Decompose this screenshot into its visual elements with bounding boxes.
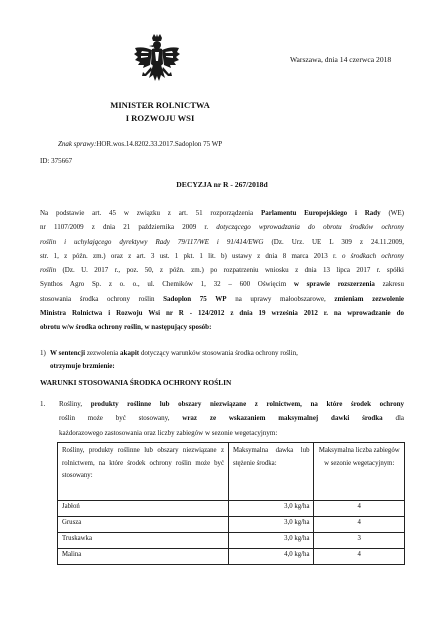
paragraph-line: Na podstawie art. 45 w związku z art. 51 rozporządzenia Parlamentu Europejskiego i Rady (WE) xyxy=(40,209,405,217)
paragraph-line: stosowania środka ochrony roślin Sadoplon 75 WP na uprawy małoobszarowe, zmieniam zezwolenie xyxy=(40,294,405,303)
paragraph-line: Ministra Rolnictwa i Rozwoju Wsi nr R - 124/2012 z dnia 19 września 2012 r. na wprowadzanie do xyxy=(40,309,404,318)
paragraph-line: roślin (Dz. U. 2017 r., poz. 50, z późn. zm.) po rozpatrzeniu wniosku z dnia 13 lipca 2017 r. spółki xyxy=(40,266,404,275)
issuer-line-1: MINISTER ROLNICTWA xyxy=(110,100,210,110)
issuer-line-2: I ROZWOJU WSI xyxy=(125,113,195,123)
case-reference xyxy=(58,140,222,148)
cell-dose: 3,0 kg/ha xyxy=(228,501,313,517)
decision-title: DECYZJA nr R - 267/2018d xyxy=(176,180,268,189)
usage-conditions-table xyxy=(57,442,405,565)
item-text: Rośliny, produkty roślinne lub obszary niezwiązane z rolnictwem, na które środek ochrony roślin może być stosowany, wraz ze wskazaniem maksymalnej dawki środka dla każdorazowego zastosowania oraz liczby zabiegów w sezonie wegetacyjnym: xyxy=(59,400,405,437)
cell-crop: Truskawka xyxy=(58,533,229,549)
document-date: Warszawa, dnia 14 czerwca 2018 xyxy=(290,55,392,64)
cell-dose: 3,0 kg/ha xyxy=(228,517,313,533)
table-header-row xyxy=(58,443,405,501)
item-text: W sentencji zezwolenia akapit dotyczący warunków stosowania środka ochrony roślin, otrzymuje brzmienie: xyxy=(50,349,298,370)
case-reference-label: Znak sprawy: xyxy=(58,140,97,148)
item-number: 1) xyxy=(40,349,46,357)
legal-basis-paragraph xyxy=(40,206,404,335)
cell-dose: 4,0 kg/ha xyxy=(228,549,313,565)
cell-count: 4 xyxy=(314,501,405,517)
table-row xyxy=(58,533,405,549)
table-row xyxy=(58,517,405,533)
cell-crop: Jabłoń xyxy=(58,501,229,517)
cell-count: 4 xyxy=(314,517,405,533)
column-header-dose: Maksymalna dawka lub stężenie środka: xyxy=(228,443,313,501)
column-header-count: Maksymalna liczba zabiegów w sezonie wegetacyjnym: xyxy=(314,443,405,501)
cell-crop: Malina xyxy=(58,549,229,565)
table-row xyxy=(58,549,405,565)
table-row xyxy=(58,501,405,517)
case-reference-value: HOR.wos.14.8202.33.2017.Sadoplon 75 WP xyxy=(96,140,223,148)
cell-dose: 3,0 kg/ha xyxy=(228,533,313,549)
eagle-emblem-icon xyxy=(133,34,181,94)
cell-crop: Grusza xyxy=(58,517,229,533)
cell-count: 4 xyxy=(314,549,405,565)
paragraph-line: str. 1, z późn. zm.) oraz z art. 3 ust. 1 pkt. 1 lit. b) ustawy z dnia 8 marca 2013 r. o środkach ochrony xyxy=(40,251,404,260)
item-number: 1. xyxy=(40,400,46,408)
paragraph-line: Synthos Agro Sp. z o. o., ul. Chemików 1, 32 – 600 Oświęcim w sprawie rozszerzenia zakresu xyxy=(40,280,404,289)
cell-count: 3 xyxy=(314,533,405,549)
issuer-block xyxy=(102,99,218,125)
paragraph-line: roślin i uchylającego dyrektywy Rady 79/117/WE i 91/414/EWG (Dz. Urz. UE L 309 z 24.11.2009, xyxy=(40,237,404,246)
column-header-crops: Rośliny, produkty roślinne lub obszary niezwiązane z rolnictwem, na które środek ochrony roślin może być stosowany: xyxy=(58,443,229,501)
document-id: ID: 375667 xyxy=(40,157,73,165)
paragraph-line: nr 1107/2009 z dnia 21 października 2009 r. dotyczącego wprowadzania do obrotu środków ochrony xyxy=(40,223,404,232)
paragraph-line: obrotu w/w środka ochrony roślin, w następujący sposób: xyxy=(40,323,212,332)
section-header: WARUNKI STOSOWANIA ŚRODKA OCHRONY ROŚLIN xyxy=(40,378,232,387)
